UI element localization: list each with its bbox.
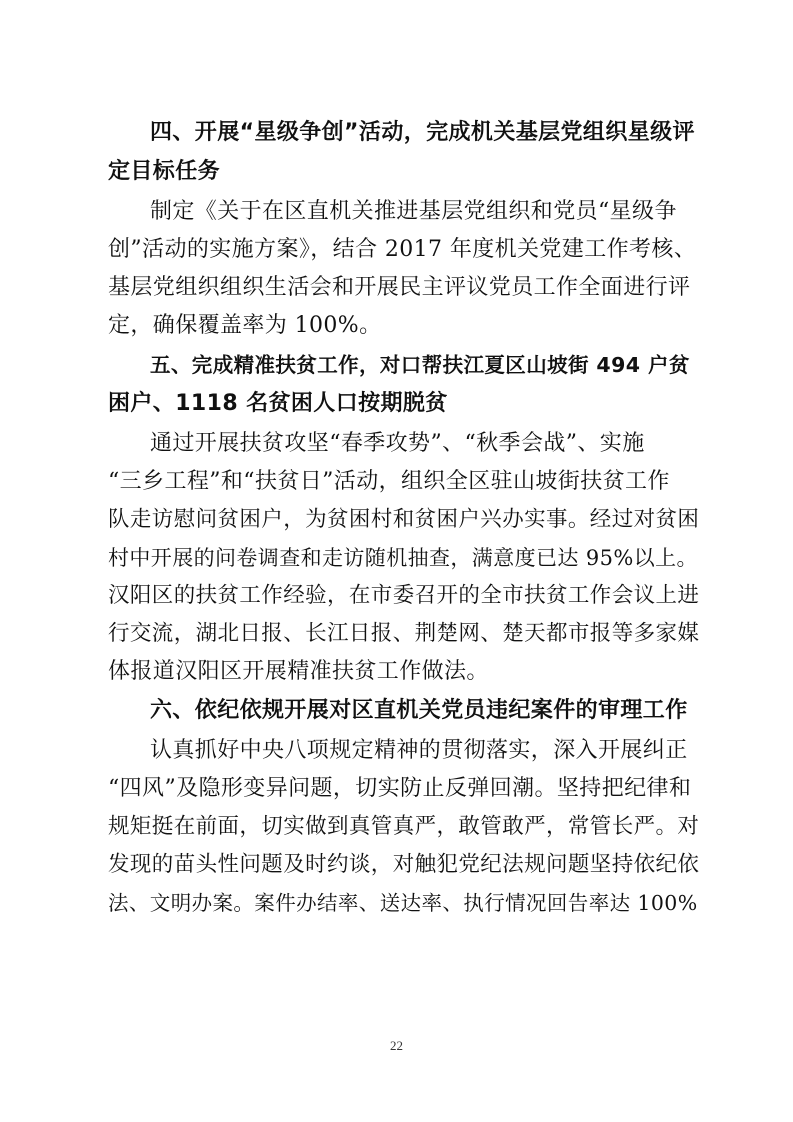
section-5-paragraph-line-7: 体报道汉阳区开展精准扶贫工作做法。 [108,659,489,684]
section-6-paragraph-line-2: “四风”及隐形变异问题，切实防止反弹回潮。坚持把纪律和 [108,776,692,801]
section-5-paragraph-line-4: 村中开展的问卷调查和走访随机抽查，满意度已达 95%以上。 [108,546,698,570]
section-6-paragraph-line-3: 规矩挺在前面，切实做到真管真严，敢管敢严，常管长严。对 [108,814,700,839]
section-5-paragraph-line-6: 行交流，湖北日报、长江日报、荆楚网、楚天都市报等多家媒 [108,621,700,646]
section-6-heading-line-1: 六、依纪依规开展对区直机关党员违纪案件的审理工作 [150,698,688,723]
section-5-paragraph-line-2: “三乡工程”和“扶贫日”活动，组织全区驻山坡街扶贫工作 [108,469,670,494]
section-4-paragraph-line-4: 定，确保覆盖率为 100%。 [108,313,382,338]
section-6-paragraph-line-1: 认真抓好中央八项规定精神的贯彻落实，深入开展纠正 [150,738,688,763]
section-4-heading-line-2: 定目标任务 [108,159,221,184]
section-5-heading-line-2: 困户、1118 名贫困人口按期脱贫 [108,391,448,416]
section-6-paragraph-line-4: 发现的苗头性问题及时约谈，对触犯党纪法规问题坚持依纪依 [108,852,700,877]
section-5-paragraph-line-3: 队走访慰问贫困户，为贫困村和贫困户兴办实事。经过对贫困 [108,507,700,532]
section-4-paragraph-line-1: 制定《关于在区直机关推进基层党组织和党员“星级争 [150,199,677,224]
section-5-paragraph-line-1: 通过开展扶贫攻坚“春季攻势”、“秋季会战”、实施 [150,431,645,456]
section-5-paragraph-line-5: 汉阳区的扶贫工作经验，在市委召开的全市扶贫工作会议上进 [108,583,700,608]
section-4-heading-line-1: 四、开展“星级争创”活动，完成机关基层党组织星级评 [150,120,695,145]
section-5-heading-line-1: 五、完成精准扶贫工作，对口帮扶江夏区山坡街 494 户贫 [150,353,690,377]
section-4-paragraph-line-3: 基层党组织组织生活会和开展民主评议党员工作全面进行评 [108,275,691,300]
section-4-paragraph-line-2: 创”活动的实施方案》，结合 2017 年度机关党建工作考核、 [108,237,697,262]
section-6-paragraph-line-5: 法、文明办案。案件办结率、送达率、执行情况回告率达 100% [108,891,698,915]
page-number: 22 [390,1038,403,1053]
